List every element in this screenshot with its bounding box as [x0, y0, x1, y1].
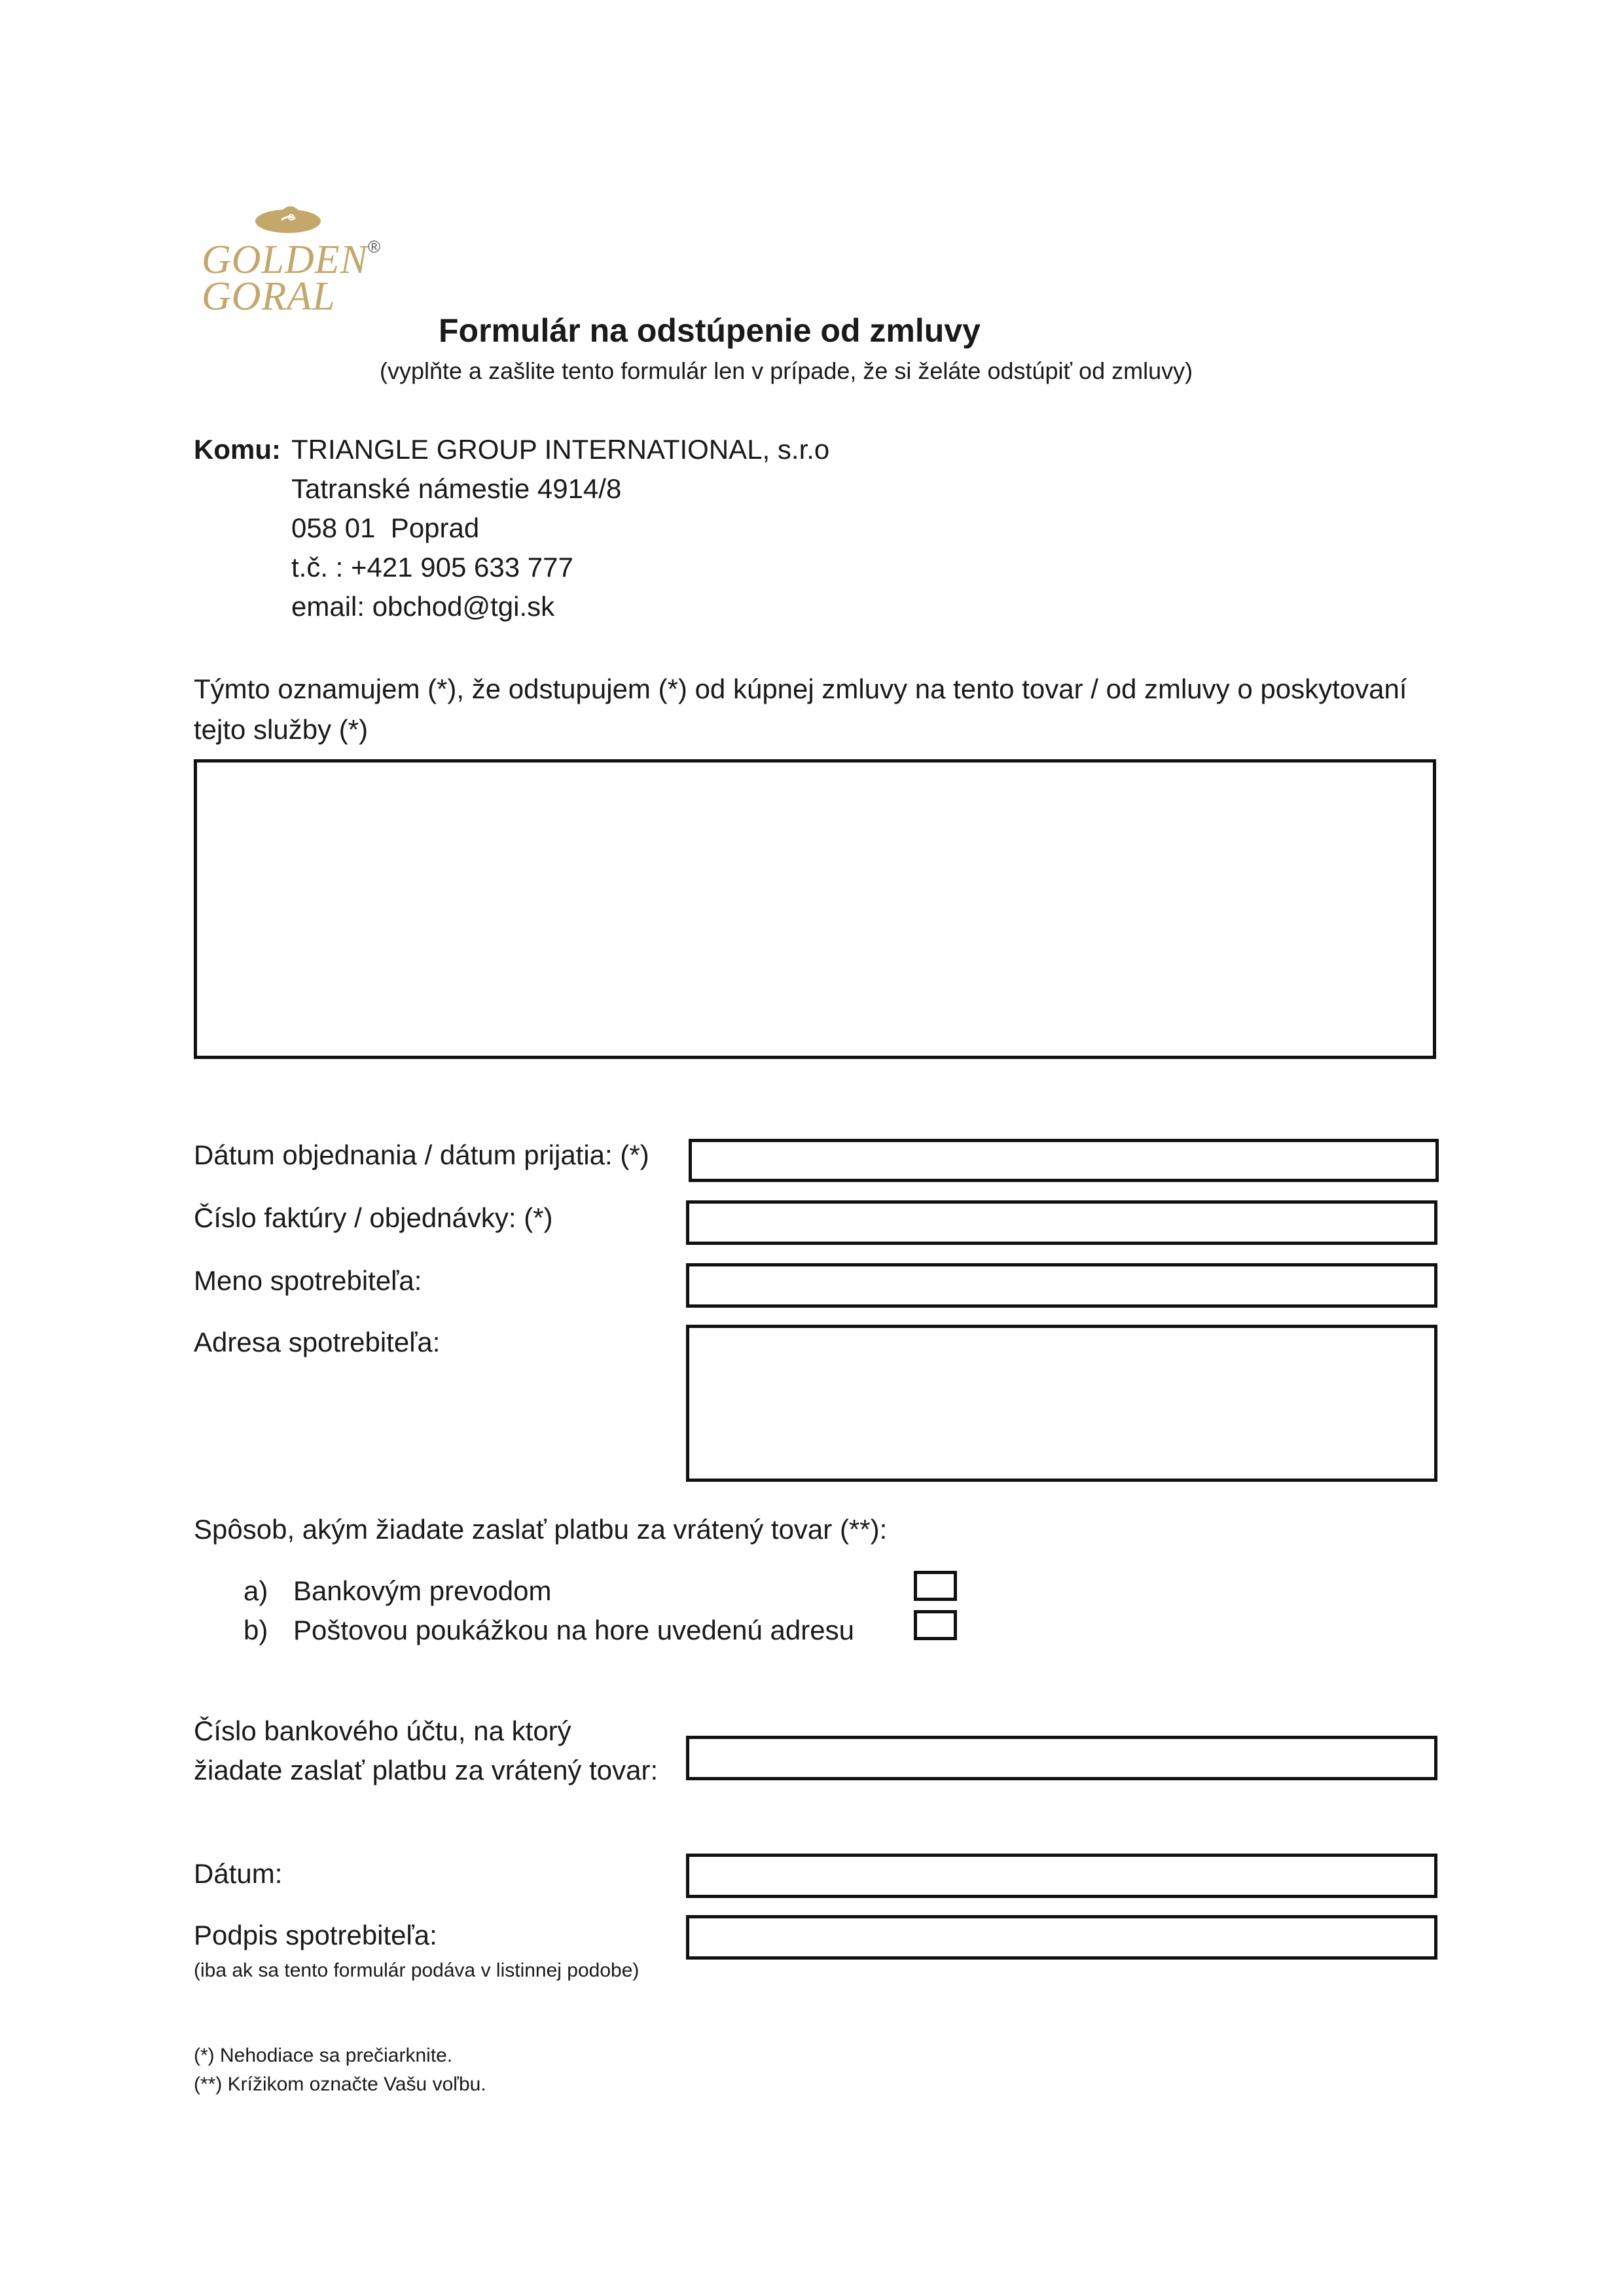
page-title: Formulár na odstúpenie od zmluvy [439, 312, 981, 349]
bank-account-field[interactable] [686, 1736, 1437, 1780]
consumer-name-label: Meno spotrebiteľa: [194, 1265, 422, 1296]
notice-line-2: tejto služby (*) [194, 714, 369, 745]
recipient-line: t.č. : +421 905 633 777 [291, 552, 573, 583]
logo [196, 196, 393, 319]
signature-note: (iba ak sa tento formulár podáva v listinnej podobe) [194, 1960, 640, 1981]
logo-line-2: GORAL [202, 274, 336, 319]
recipient-label: Komu: [194, 434, 281, 465]
recipient-line: Tatranské námestie 4914/8 [291, 473, 622, 504]
date-label: Dátum: [194, 1858, 283, 1889]
date-field[interactable] [686, 1854, 1437, 1898]
payment-option-b-label: Poštovou poukážkou na hore uvedenú adresu [293, 1615, 854, 1645]
signature-field[interactable] [686, 1915, 1437, 1960]
goods-description-box[interactable] [194, 759, 1436, 1059]
payment-option-a-marker: a) [244, 1575, 268, 1606]
recipient-line: email: obchod@tgi.sk [291, 591, 555, 622]
payment-option-a-checkbox[interactable] [914, 1571, 957, 1601]
recipient-address [291, 433, 829, 630]
recipient-line: TRIANGLE GROUP INTERNATIONAL, s.r.o [291, 434, 830, 465]
consumer-address-label: Adresa spotrebiteľa: [194, 1327, 441, 1357]
payment-option-a-label: Bankovým prevodom [293, 1575, 552, 1606]
footnote-2: (**) Krížikom označte Vašu voľbu. [194, 2073, 486, 2095]
order-date-field[interactable] [689, 1139, 1439, 1182]
notice-line-1: Týmto oznamujem (*), že odstupujem (*) od kúpnej zmluvy na tento tovar / od zmluvy o poskytovaní [194, 673, 1407, 704]
consumer-address-field[interactable] [686, 1325, 1437, 1482]
bank-account-label-line-2: žiadate zaslať platbu za vrátený tovar: [194, 1755, 659, 1785]
bank-account-label-line-1: Číslo bankového účtu, na ktorý [194, 1715, 571, 1746]
registered-mark: ® [368, 237, 381, 257]
payment-question: Spôsob, akým žiadate zaslať platbu za vrátený tovar (**): [194, 1514, 888, 1545]
consumer-name-field[interactable] [686, 1263, 1437, 1308]
order-date-label: Dátum objednania / dátum prijatia: (*) [194, 1139, 649, 1170]
invoice-number-label: Číslo faktúry / objednávky: (*) [194, 1202, 553, 1233]
logo-line-1: GOLDEN [202, 238, 369, 282]
signature-label: Podpis spotrebiteľa: [194, 1920, 437, 1950]
invoice-number-field[interactable] [686, 1200, 1437, 1245]
payment-option-b-checkbox[interactable] [914, 1610, 957, 1640]
page-subtitle: (vyplňte a zašlite tento formulár len v prípade, že si želáte odstúpiť od zmluvy) [380, 357, 1193, 384]
recipient-line: 058 01 Poprad [291, 512, 480, 543]
goral-emblem-icon [252, 196, 324, 236]
payment-option-b-marker: b) [244, 1615, 268, 1645]
footnote-1: (*) Nehodiace sa prečiarknite. [194, 2045, 453, 2066]
